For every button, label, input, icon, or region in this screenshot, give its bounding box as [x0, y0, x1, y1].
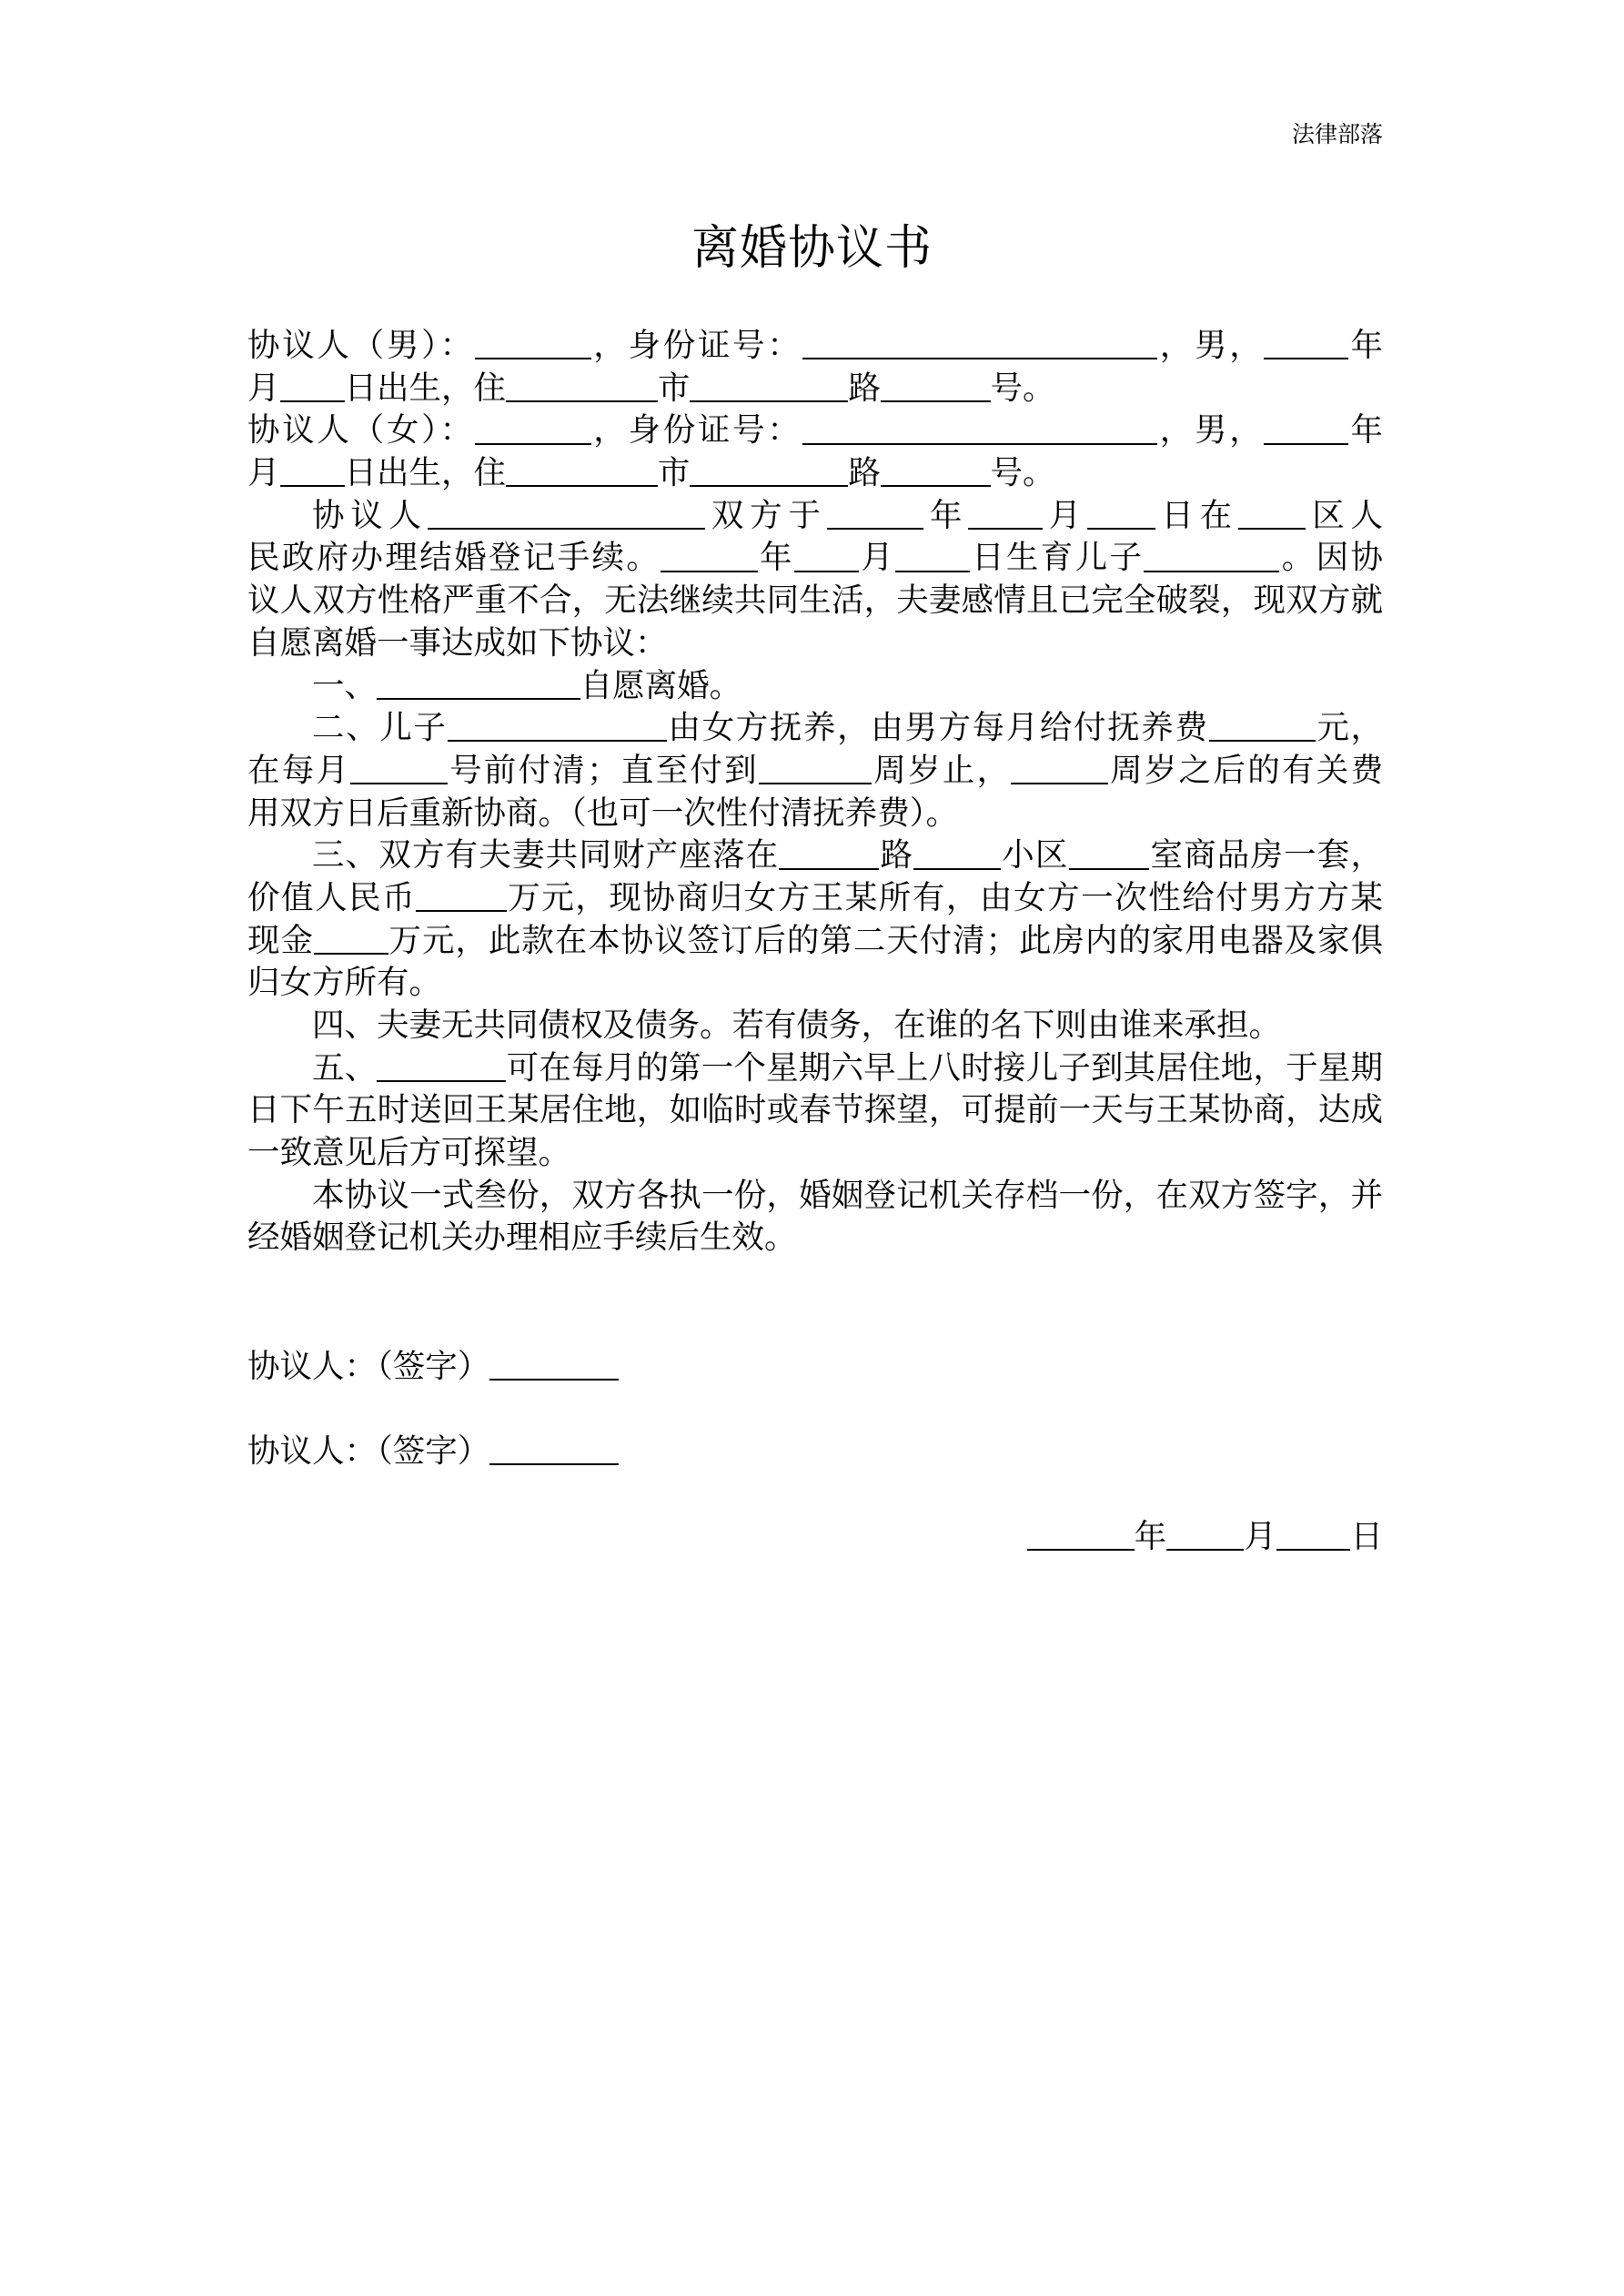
- signature-line-2: [247, 1431, 619, 1473]
- agreement-line: [247, 920, 1383, 963]
- line-text: 可在每月的第一个星期六早上八时接儿子到其居住地，于星期: [506, 1048, 1383, 1087]
- line-text: 民政府办理结婚登记手续。: [247, 539, 661, 577]
- fill-in-blank[interactable]: [377, 667, 580, 700]
- line-text: 小区: [1001, 836, 1069, 875]
- agreement-line: [247, 834, 1383, 877]
- agreement-line: [247, 1217, 1383, 1259]
- year-blank[interactable]: [1027, 1519, 1134, 1552]
- line-text: ，身份证号：: [590, 327, 802, 364]
- line-text: 室商品房一套，: [1149, 836, 1383, 875]
- fill-in-blank[interactable]: [1144, 540, 1279, 572]
- day-blank[interactable]: [1276, 1519, 1351, 1552]
- line-text: 月: [247, 369, 280, 407]
- fill-in-blank[interactable]: [1087, 497, 1155, 530]
- line-text: 经婚姻登记机关办理相应手续后生效。: [247, 1219, 797, 1257]
- line-text: 号。: [990, 369, 1055, 407]
- fill-in-blank[interactable]: [314, 922, 388, 955]
- fill-in-blank[interactable]: [913, 837, 1001, 870]
- line-text: 路: [848, 454, 881, 492]
- line-text: 议人双方性格严重不合，无法继续共同生活，夫妻感情且已完全破裂，现双方就: [247, 582, 1383, 620]
- line-text: 市: [657, 454, 691, 492]
- line-text: 年: [923, 496, 969, 534]
- signature-blank[interactable]: [489, 1433, 619, 1466]
- fill-in-blank[interactable]: [968, 497, 1043, 530]
- line-text: ，身份证号：: [590, 411, 802, 450]
- agreement-line: [247, 793, 1383, 835]
- fill-in-blank[interactable]: [475, 328, 591, 360]
- line-text: 价值人民币: [247, 878, 417, 916]
- agreement-line: [247, 580, 1383, 622]
- agreement-line: [247, 1047, 1383, 1090]
- document-source-label: 法律部落: [1291, 121, 1383, 147]
- fill-in-blank[interactable]: [1069, 837, 1150, 870]
- fill-in-blank[interactable]: [827, 497, 924, 530]
- agreement-line: [247, 1005, 1383, 1047]
- line-text: 一、: [312, 666, 378, 704]
- line-text: 三、双方有夫妻共同财产座落在: [312, 836, 780, 875]
- line-text: 自愿离婚一事达成如下协议：: [247, 623, 668, 662]
- line-text: 四、夫妻无共同债权及债务。若有债务，在谁的名下则由谁来承担。: [312, 1006, 1282, 1044]
- line-text: 月: [858, 539, 896, 577]
- line-text: 路: [848, 369, 881, 407]
- line-text: 日在: [1155, 496, 1238, 534]
- fill-in-blank[interactable]: [416, 879, 506, 912]
- signature-label: 协议人：（签字）: [247, 1432, 490, 1470]
- line-text: 在每月: [247, 751, 351, 789]
- line-text: 由女方抚养，由男方每月给付抚养费: [666, 709, 1209, 747]
- fill-in-blank[interactable]: [690, 369, 848, 402]
- fill-in-blank[interactable]: [377, 1049, 506, 1082]
- line-text: 日下午五时送回王某居住地，如临时或春节探望，可提前一天与王某协商，达成: [247, 1091, 1383, 1129]
- line-text: 归女方所有。: [247, 964, 442, 1002]
- fill-in-blank[interactable]: [280, 369, 345, 402]
- fill-in-blank[interactable]: [475, 412, 591, 445]
- fill-in-blank[interactable]: [895, 540, 970, 572]
- agreement-line: [247, 877, 1383, 920]
- line-text: 本协议一式叁份，双方各执一份，婚姻登记机关存档一份，在双方签字，并: [312, 1176, 1383, 1214]
- fill-in-blank[interactable]: [690, 455, 848, 488]
- line-text: 号前付清；直至付到: [447, 751, 759, 789]
- agreement-line: [247, 622, 1383, 665]
- line-text: 周岁止，: [872, 751, 1012, 789]
- line-text: 日生育儿子: [969, 539, 1145, 577]
- year-label: 年: [1134, 1518, 1167, 1555]
- line-text: 现金: [247, 921, 314, 959]
- line-text: 二、儿子: [312, 709, 448, 747]
- fill-in-blank[interactable]: [1264, 328, 1347, 360]
- signature-blank[interactable]: [489, 1349, 619, 1381]
- line-text: 年: [757, 539, 794, 577]
- fill-in-blank[interactable]: [1264, 412, 1347, 445]
- agreement-line: [247, 1089, 1383, 1132]
- line-text: ，男，: [1157, 327, 1265, 364]
- line-text: 日出生，住: [344, 369, 507, 407]
- line-text: 万元，此款在本协议签订后的第二天付清；此房内的家用电器及家俱: [388, 921, 1383, 959]
- line-text: 年: [1347, 327, 1383, 364]
- agreement-line: [247, 1132, 1383, 1175]
- line-text: 市: [657, 369, 691, 407]
- fill-in-blank[interactable]: [428, 497, 705, 530]
- fill-in-blank[interactable]: [506, 455, 658, 488]
- line-text: 周岁之后的有关费: [1107, 751, 1383, 789]
- fill-in-blank[interactable]: [779, 837, 879, 870]
- fill-in-blank[interactable]: [759, 752, 872, 784]
- agreement-body: [247, 325, 1383, 1259]
- line-text: 协议人（女）：: [247, 411, 475, 450]
- fill-in-blank[interactable]: [280, 455, 345, 488]
- line-text: 号。: [990, 454, 1055, 492]
- line-text: 协议人（男）：: [247, 327, 475, 364]
- line-text: 万元，现协商归女方王某所有，由女方一次性给付男方方某: [506, 878, 1383, 916]
- line-text: 五、: [312, 1048, 378, 1087]
- agreement-line: [247, 410, 1383, 452]
- fill-in-blank[interactable]: [794, 540, 859, 572]
- line-text: ，男，: [1157, 411, 1265, 450]
- line-text: 路: [879, 836, 914, 875]
- fill-in-blank[interactable]: [881, 455, 991, 488]
- line-text: 月: [247, 454, 280, 492]
- signature-label: 协议人：（签字）: [247, 1348, 490, 1385]
- agreement-line: [247, 325, 1383, 368]
- month-blank[interactable]: [1166, 1519, 1244, 1552]
- line-text: 。因协: [1279, 539, 1383, 577]
- fill-in-blank[interactable]: [350, 752, 448, 784]
- agreement-line: [247, 707, 1383, 750]
- fill-in-blank[interactable]: [1209, 710, 1316, 743]
- line-text: 区人: [1306, 496, 1383, 534]
- agreement-line: [247, 495, 1383, 538]
- line-text: 元，: [1315, 709, 1383, 747]
- line-text: 双方于: [705, 496, 827, 534]
- fill-in-blank[interactable]: [802, 412, 1158, 445]
- line-text: 日出生，住: [344, 454, 507, 492]
- fill-in-blank[interactable]: [802, 328, 1158, 360]
- line-text: 年: [1347, 411, 1383, 450]
- fill-in-blank[interactable]: [881, 369, 991, 402]
- fill-in-blank[interactable]: [1238, 497, 1306, 530]
- line-text: 月: [1042, 496, 1087, 534]
- agreement-line: [247, 452, 1383, 495]
- date-line: [1027, 1516, 1383, 1559]
- agreement-line: [247, 537, 1383, 580]
- fill-in-blank[interactable]: [661, 540, 758, 572]
- line-text: 自愿离婚。: [580, 666, 742, 704]
- month-label: 月: [1244, 1518, 1276, 1555]
- signature-line-1: [247, 1346, 619, 1389]
- day-label: 日: [1350, 1518, 1383, 1555]
- line-text: 用双方日后重新协商。（也可一次性付清抚养费）。: [247, 794, 959, 832]
- agreement-line: [247, 750, 1383, 793]
- agreement-line: [247, 368, 1383, 410]
- fill-in-blank[interactable]: [1011, 752, 1108, 784]
- fill-in-blank[interactable]: [448, 710, 667, 743]
- agreement-line: [247, 962, 1383, 1005]
- line-text: 一致意见后方可探望。: [247, 1134, 571, 1172]
- document-title: 离婚协议书: [691, 221, 933, 276]
- agreement-line: [247, 665, 1383, 708]
- agreement-line: [247, 1175, 1383, 1218]
- line-text: 协议人: [312, 496, 428, 534]
- fill-in-blank[interactable]: [506, 369, 658, 402]
